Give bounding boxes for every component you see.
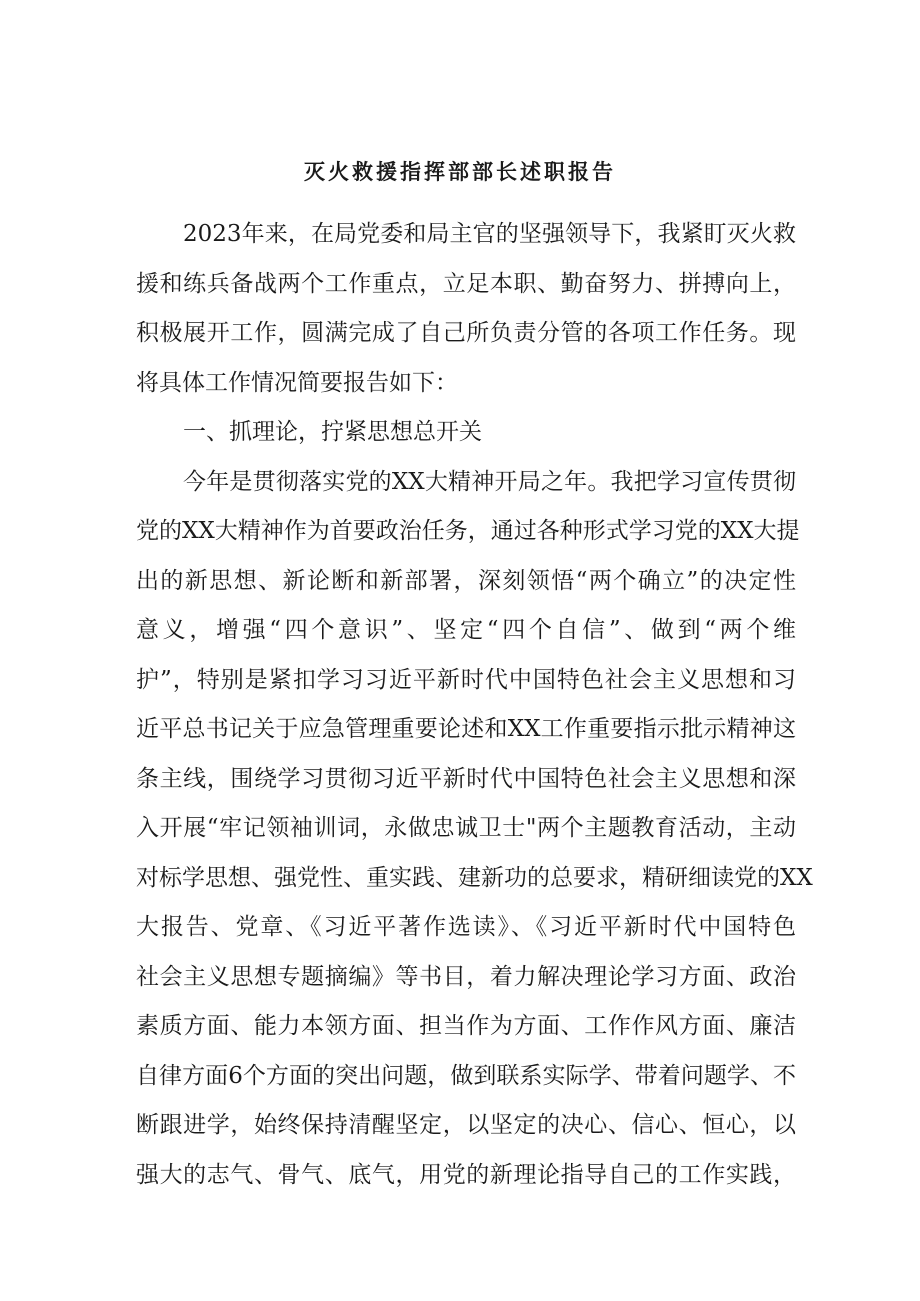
body-line: 条主线，围绕学习贯彻习近平新时代中国特色社会主义思想和深 bbox=[136, 765, 796, 792]
body-line: 近平总书记关于应急管理重要论述和XX工作重要指示批示精神这 bbox=[136, 716, 796, 742]
body-line: 断跟进学，始终保持清醒坚定，以坚定的决心、信心、恒心，以 bbox=[136, 1112, 796, 1138]
body-line: 援和练兵备战两个工作重点，立足本职、勤奋努力、拼搏向上， bbox=[136, 270, 796, 297]
document-body bbox=[136, 210, 813, 1200]
body-line: 对标学思想、强党性、重实践、建新功的总要求，精研细读党的XX bbox=[136, 864, 813, 891]
body-line: 护”，特别是紧扣学习习近平新时代中国特色社会主义思想和习 bbox=[136, 666, 796, 693]
body-line: 素质方面、能力本领方面、担当作为方面、工作作风方面、廉洁 bbox=[136, 1013, 796, 1039]
body-line: 意义，增强“四个意识”、坚定“四个自信”、做到“两个维 bbox=[136, 617, 796, 643]
body-line: 自律方面6个方面的突出问题，做到联系实际学、带着问题学、不 bbox=[136, 1062, 796, 1089]
document-title: 灭火救援指挥部部长述职报告 bbox=[304, 159, 616, 184]
body-line: 2023年来，在局党委和局主官的坚强领导下，我紧盯灭火救 bbox=[183, 221, 796, 247]
body-line: 入开展“牢记领袖训词，永做忠诚卫士"两个主题教育活动，主动 bbox=[136, 815, 796, 841]
body-line: 党的XX大精神作为首要政治任务，通过各种形式学习党的XX大提 bbox=[136, 518, 800, 544]
body-line: 强大的志气、骨气、底气，用党的新理论指导自己的工作实践， bbox=[136, 1161, 796, 1188]
body-line: 今年是贯彻落实党的XX大精神开局之年。我把学习宣传贯彻 bbox=[183, 468, 796, 495]
body-line: 大报告、党章、《习近平著作选读》、《习近平新时代中国特色 bbox=[136, 914, 796, 940]
body-line: 社会主义思想专题摘编》等书目，着力解决理论学习方面、政治 bbox=[136, 963, 796, 990]
body-line: 将具体工作情况简要报告如下： bbox=[136, 369, 458, 396]
body-line: 积极展开工作，圆满完成了自己所负责分管的各项工作任务。现 bbox=[136, 320, 796, 346]
body-line: 出的新思想、新论断和新部署，深刻领悟“两个确立”的决定性 bbox=[136, 567, 796, 594]
section-heading: 一、抓理论，拧紧思想总开关 bbox=[183, 419, 482, 445]
